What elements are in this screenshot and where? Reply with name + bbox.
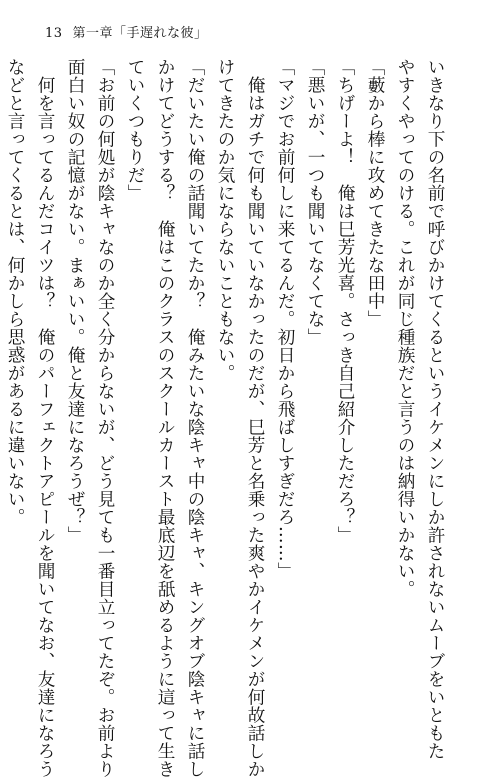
text-line: ていくつもりだ」 (125, 58, 145, 202)
text-line: 面白い奴の記憶がない。まぁいい。俺と友達になろうぜ？」 (65, 58, 85, 544)
text-line: 何を言ってるんだコイツは？ 俺のパーフェクトアピールを聞いてなお、友達になろう (35, 58, 55, 778)
running-header (45, 22, 208, 41)
vertical-text-body (5, 58, 450, 778)
text-line: などと言ってくるとは、何かしら思惑があるに違いない。 (5, 58, 25, 526)
page-number: 13 (45, 26, 63, 41)
text-line: 「藪から棒に攻めてきたな田中」 (365, 58, 385, 328)
text-line: 「お前の何処が陰キャなのか全く分からないが、どう見ても一番目立ってたぞ。お前より (95, 58, 115, 778)
text-line: 俺はガチで何も聞いていなかったのだが、巳芳と名乗った爽やかイケメンが何故話しか (245, 58, 265, 778)
text-line: いきなり下の名前で呼びかけてくるというイケメンにしか許されないムーブをいともた (425, 58, 445, 760)
chapter-title: 第一章「手遅れな彼」 (72, 26, 208, 41)
text-line: やすくやってのける。これが同じ種族だと言うのは納得いかない。 (395, 58, 415, 598)
text-line: けてきたのか気にならないこともない。 (215, 58, 235, 382)
text-line: 「悪いが、一つも聞いてなくてな」 (305, 58, 325, 346)
text-line: 「だいたい俺の話聞いてたか？ 俺みたいな陰キャ中の陰キャ、キングオブ陰キャに話し (185, 58, 205, 778)
text-line: 「ちげーよ！ 俺は巳芳光喜。さっき自己紹介しただろ？」 (335, 58, 355, 544)
text-line: かけてどうする？ 俺はこのクラスのスクールカースト最底辺を舐めるように這って生き (155, 58, 175, 778)
text-line: 「マジでお前何しに来てるんだ。初日から飛ばしすぎだろ……」 (275, 58, 295, 580)
